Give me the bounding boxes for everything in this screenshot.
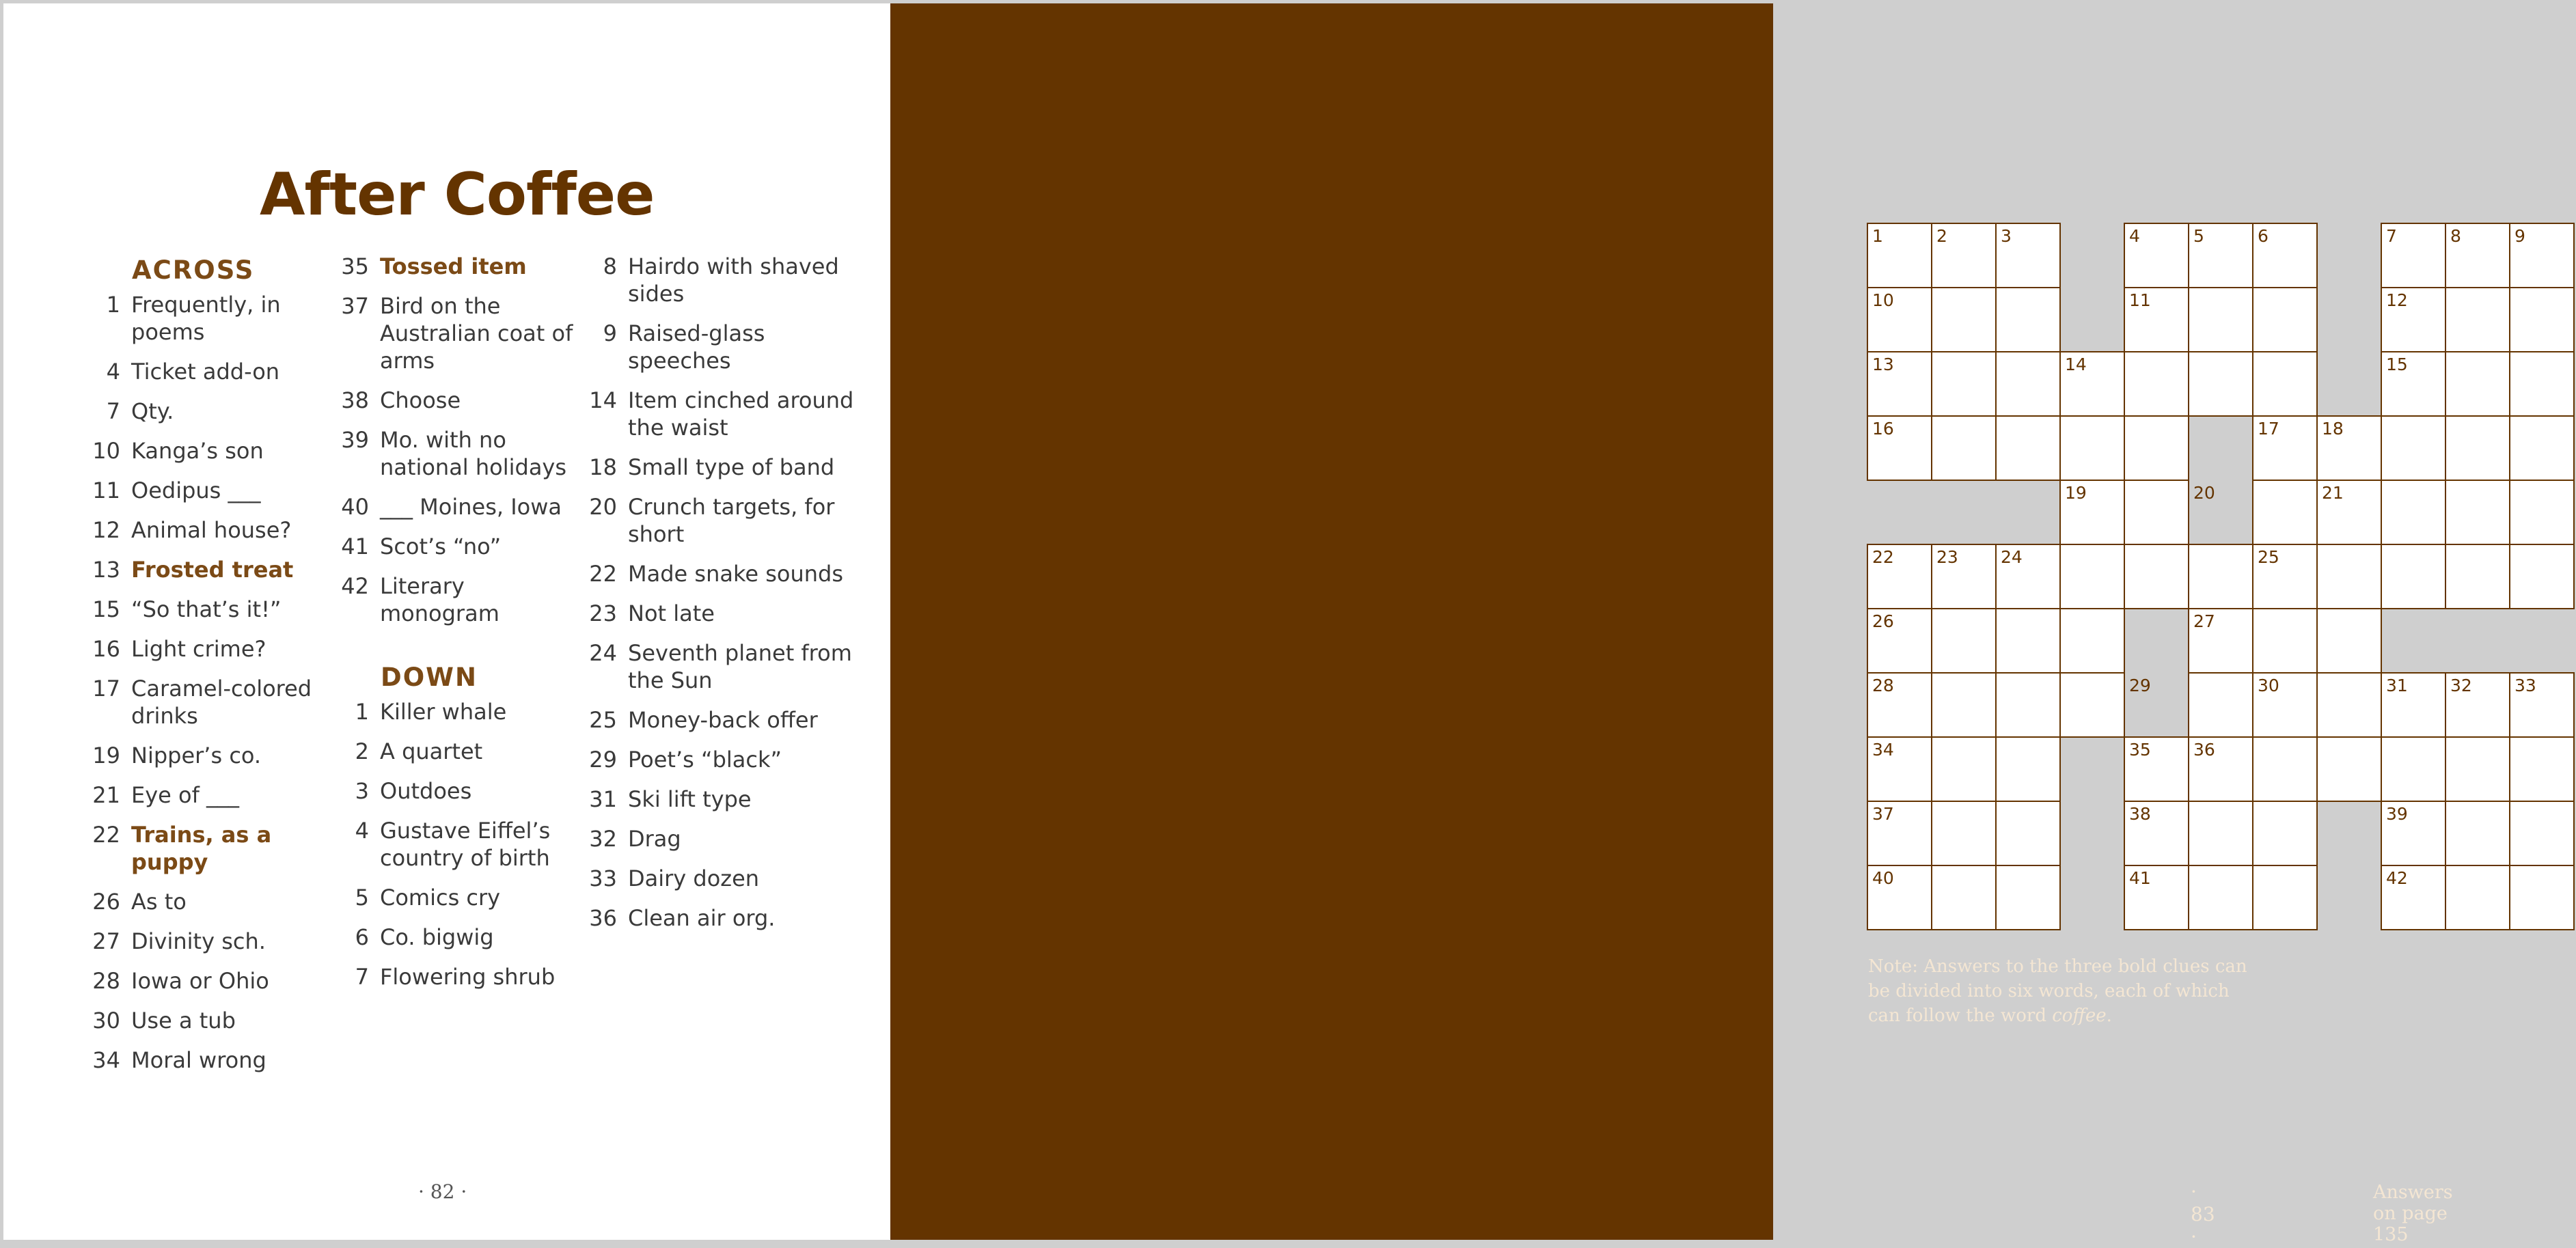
grid-cell (1996, 416, 2060, 480)
clue-number: 4 (106, 359, 120, 385)
grid-cell (1932, 416, 1996, 480)
clue-text: Use a tub (131, 1008, 236, 1034)
across-heading: ACROSS (132, 255, 255, 285)
cell-number-6: 6 (2258, 226, 2269, 246)
grid-cell (2189, 865, 2253, 930)
across-clue-37 (336, 292, 582, 374)
down-clue-14 (584, 387, 858, 441)
clue-text: Light crime? (131, 636, 266, 662)
clue-number: 28 (92, 968, 120, 994)
down-clues-part-2 (584, 253, 858, 932)
across-clue-42 (336, 572, 582, 627)
down-clue-25 (584, 706, 858, 734)
clue-text: Bird on the Australian coat of arms (380, 293, 573, 374)
cell-number-16: 16 (1872, 419, 1894, 439)
book-spread (3, 3, 2536, 1248)
grid-cell (2510, 416, 2574, 480)
clue-number: 16 (92, 636, 120, 662)
cell-number-24: 24 (2001, 547, 2023, 567)
grid-cell (2445, 480, 2510, 544)
cell-number-5: 5 (2193, 226, 2204, 246)
across-clue-30 (87, 1007, 320, 1034)
grid-cell (2317, 737, 2381, 801)
cell-number-2: 2 (1936, 226, 1947, 246)
cell-number-3: 3 (2001, 226, 2012, 246)
across-clue-19 (87, 742, 320, 769)
across-clue-11 (87, 477, 320, 504)
clue-number: 41 (341, 533, 369, 559)
clue-text: Not late (628, 600, 715, 626)
cell-number-36: 36 (2193, 740, 2215, 760)
clue-column-1 (87, 253, 320, 1086)
note-prefix: Note: Answers to the three bold clues can be divided into six words, each of which can follow the word (1868, 956, 2247, 1026)
grid-cell (1932, 801, 1996, 865)
clue-number: 38 (341, 387, 369, 413)
across-clue-38 (336, 387, 582, 414)
cell-number-8: 8 (2450, 226, 2461, 246)
across-clue-4 (87, 358, 320, 385)
grid-cell (2189, 801, 2253, 865)
clue-text: Divinity sch. (131, 928, 266, 954)
grid-cell (2445, 416, 2510, 480)
cell-number-10: 10 (1872, 290, 1894, 310)
grid-cell (1932, 737, 1996, 801)
down-clue-32 (584, 825, 858, 852)
across-clue-21 (87, 781, 320, 809)
cell-number-26: 26 (1872, 611, 1894, 631)
across-clue-34 (87, 1046, 320, 1074)
grid-cell (2189, 288, 2253, 352)
grid-cell (2060, 416, 2124, 480)
clue-number: 6 (355, 924, 369, 950)
clue-number: 11 (92, 477, 120, 503)
note-suffix: . (2106, 1006, 2112, 1026)
clue-number: 9 (603, 320, 617, 346)
clue-text: Ski lift type (628, 786, 752, 812)
grid-cell (2445, 737, 2510, 801)
grid-cell (2317, 544, 2381, 609)
clue-text: Frequently, in poems (131, 292, 281, 345)
note-emphasis: coffee (2052, 1006, 2107, 1026)
grid-cell (2253, 288, 2317, 352)
clue-text: Scot’s “no” (380, 533, 502, 559)
across-clue-10 (87, 437, 320, 464)
cell-number-25: 25 (2258, 547, 2279, 567)
grid-cell (2060, 544, 2124, 609)
clue-text: A quartet (380, 738, 483, 764)
grid-cell (2510, 801, 2574, 865)
grid-cell (2445, 288, 2510, 352)
grid-cell (2510, 480, 2574, 544)
down-clue-24 (584, 639, 858, 694)
clue-text: Qty. (131, 398, 174, 424)
down-clue-31 (584, 786, 858, 813)
grid-cell (2124, 416, 2189, 480)
clue-text: Seventh planet from the Sun (628, 640, 852, 693)
clue-number: 1 (106, 292, 120, 318)
clue-text: Literary monogram (380, 573, 499, 626)
clue-number: 13 (92, 557, 120, 583)
clue-text: Dairy dozen (628, 865, 760, 891)
grid-cell (1996, 609, 2060, 673)
grid-cell (2253, 609, 2317, 673)
clue-number: 12 (92, 517, 120, 543)
note-text (1868, 954, 2264, 1028)
clue-text: Hairdo with shaved sides (628, 253, 839, 307)
cell-number-4: 4 (2129, 226, 2140, 246)
grid-cell (2445, 865, 2510, 930)
clue-text: As to (131, 889, 187, 915)
clue-number: 30 (92, 1008, 120, 1034)
clue-text: Money-back offer (628, 707, 818, 733)
clue-number: 33 (589, 865, 617, 891)
cell-number-17: 17 (2258, 419, 2279, 439)
clue-text: Tossed item (380, 253, 527, 279)
crossword-grid (1865, 221, 2576, 932)
clue-number: 25 (589, 707, 617, 733)
down-clue-23 (584, 600, 858, 627)
clue-number: 2 (355, 738, 369, 764)
clue-number: 37 (341, 293, 369, 319)
cell-number-23: 23 (1936, 547, 1958, 567)
clue-number: 22 (92, 822, 120, 848)
clue-number: 23 (589, 600, 617, 626)
clue-text: Small type of band (628, 454, 835, 480)
grid-cell (2381, 737, 2445, 801)
page-number-right: · 83 · (2191, 1180, 2215, 1248)
grid-cell (1932, 352, 1996, 416)
clue-number: 32 (589, 826, 617, 852)
clue-text: Iowa or Ohio (131, 968, 269, 994)
grid-cell (1932, 865, 1996, 930)
clue-text: ___ Moines, Iowa (380, 494, 562, 520)
clue-text: Nipper’s co. (131, 743, 262, 768)
clue-text: Moral wrong (131, 1047, 266, 1073)
clue-number: 1 (355, 699, 369, 725)
down-clue-1 (336, 698, 582, 725)
clue-column-2 (336, 253, 582, 1003)
clue-text: Ticket add-on (131, 359, 280, 385)
puzzle-title: After Coffee (260, 161, 655, 229)
across-clue-26 (87, 888, 320, 915)
grid-cell (2317, 609, 2381, 673)
grid-cell (2124, 544, 2189, 609)
clue-number: 8 (603, 253, 617, 279)
clue-text: Outdoes (380, 778, 472, 804)
clue-number: 15 (92, 596, 120, 622)
cell-number-33: 33 (2515, 676, 2536, 695)
clue-text: Trains, as a puppy (131, 822, 272, 875)
cell-number-39: 39 (2386, 804, 2408, 824)
grid-cell (1996, 865, 2060, 930)
cell-number-42: 42 (2386, 868, 2408, 888)
cell-number-28: 28 (1872, 676, 1894, 695)
grid-cell (1996, 352, 2060, 416)
across-clue-12 (87, 516, 320, 544)
clue-number: 29 (589, 747, 617, 773)
across-clue-41 (336, 533, 582, 560)
clue-number: 21 (92, 782, 120, 808)
clue-text: Comics cry (380, 885, 501, 911)
grid-cell (2189, 673, 2253, 737)
clue-text: Made snake sounds (628, 561, 843, 587)
clue-number: 22 (589, 561, 617, 587)
across-clue-22 (87, 821, 320, 876)
cell-number-14: 14 (2065, 355, 2087, 374)
grid-cell (2253, 801, 2317, 865)
clue-number: 3 (355, 778, 369, 804)
down-clue-18 (584, 454, 858, 481)
clue-text: Frosted treat (131, 557, 294, 583)
clue-number: 4 (355, 818, 369, 844)
cell-number-21: 21 (2322, 483, 2344, 503)
grid-cell (2189, 352, 2253, 416)
across-clue-39 (336, 426, 582, 481)
clue-text: Killer whale (380, 699, 507, 725)
grid-cell (2253, 480, 2317, 544)
cell-number-41: 41 (2129, 868, 2151, 888)
across-clue-7 (87, 398, 320, 425)
down-clue-29 (584, 746, 858, 773)
clue-text: Item cinched around the waist (628, 387, 854, 441)
clue-number: 19 (92, 743, 120, 768)
cell-number-35: 35 (2129, 740, 2151, 760)
clue-number: 20 (589, 494, 617, 520)
cell-number-19: 19 (2065, 483, 2087, 503)
cell-number-29: 29 (2129, 676, 2151, 695)
grid-cell (2317, 673, 2381, 737)
down-clue-6 (336, 924, 582, 951)
cell-number-7: 7 (2386, 226, 2397, 246)
cell-number-9: 9 (2515, 226, 2525, 246)
clue-number: 17 (92, 676, 120, 702)
grid-cell (2445, 801, 2510, 865)
clue-number: 18 (589, 454, 617, 480)
cell-number-34: 34 (1872, 740, 1894, 760)
grid-cell (1996, 737, 2060, 801)
clue-number: 5 (355, 885, 369, 911)
cell-number-32: 32 (2450, 676, 2472, 695)
down-heading: DOWN (381, 663, 478, 692)
grid-cell (2253, 865, 2317, 930)
across-clues-part-1 (87, 291, 320, 1074)
grid-cell (2253, 737, 2317, 801)
clue-number: 24 (589, 640, 617, 666)
down-clue-36 (584, 904, 858, 932)
across-clue-15 (87, 596, 320, 623)
clue-number: 14 (589, 387, 617, 413)
clue-number: 7 (106, 398, 120, 424)
grid-cell (2124, 352, 2189, 416)
left-page (3, 3, 890, 1240)
grid-cell (2253, 352, 2317, 416)
clue-text: Flowering shrub (380, 964, 556, 990)
grid-cell (1932, 288, 1996, 352)
clue-number: 40 (341, 494, 369, 520)
grid-cell (2381, 480, 2445, 544)
cell-number-12: 12 (2386, 290, 2408, 310)
clue-number: 27 (92, 928, 120, 954)
clue-column-3 (584, 253, 858, 944)
across-clue-16 (87, 635, 320, 663)
cell-number-20: 20 (2193, 483, 2215, 503)
grid-cell (2510, 352, 2574, 416)
cell-number-30: 30 (2258, 676, 2279, 695)
grid-cell (2510, 737, 2574, 801)
clue-text: “So that’s it!” (131, 596, 282, 622)
cell-number-1: 1 (1872, 226, 1883, 246)
clue-text: Crunch targets, for short (628, 494, 835, 547)
grid-cell (2381, 416, 2445, 480)
clue-text: Eye of ___ (131, 782, 240, 808)
down-clue-3 (336, 777, 582, 805)
grid-cell (2510, 544, 2574, 609)
down-clue-4 (336, 817, 582, 872)
clue-number: 7 (355, 964, 369, 990)
clue-text: Gustave Eiffel’s country of birth (380, 818, 551, 871)
grid-cell (2510, 288, 2574, 352)
down-clue-33 (584, 865, 858, 892)
clue-number: 42 (341, 573, 369, 599)
across-clue-1 (87, 291, 320, 346)
clue-text: Oedipus ___ (131, 477, 261, 503)
grid-cell (2124, 480, 2189, 544)
cell-number-37: 37 (1872, 804, 1894, 824)
clue-text: Raised-glass speeches (628, 320, 765, 374)
cell-number-11: 11 (2129, 290, 2151, 310)
across-clue-17 (87, 675, 320, 730)
clue-number: 36 (589, 905, 617, 931)
cell-number-40: 40 (1872, 868, 1894, 888)
cell-number-31: 31 (2386, 676, 2408, 695)
clue-text: Animal house? (131, 517, 292, 543)
right-page (890, 3, 2536, 1248)
cell-number-38: 38 (2129, 804, 2151, 824)
clue-text: Poet’s “black” (628, 747, 782, 773)
down-clue-7 (336, 963, 582, 990)
clue-number: 34 (92, 1047, 120, 1073)
grid-cell (2060, 609, 2124, 673)
down-clue-22 (584, 560, 858, 587)
down-clue-20 (584, 493, 858, 548)
grid-cell (2510, 865, 2574, 930)
grid-cell (1996, 288, 2060, 352)
across-clues-part-2 (336, 253, 582, 627)
cell-number-15: 15 (2386, 355, 2408, 374)
clue-text: Co. bigwig (380, 924, 494, 950)
across-clue-35 (336, 253, 582, 280)
clue-text: Kanga’s son (131, 438, 264, 464)
clue-number: 35 (341, 253, 369, 279)
clue-text: Caramel-colored drinks (131, 676, 312, 729)
clue-text: Choose (380, 387, 461, 413)
clue-text: Clean air org. (628, 905, 776, 931)
grid-cell (2445, 544, 2510, 609)
down-clue-9 (584, 320, 858, 374)
down-clues-part-1 (336, 698, 582, 990)
across-clue-27 (87, 928, 320, 955)
clue-number: 39 (341, 427, 369, 453)
across-clue-40 (336, 493, 582, 521)
grid-cell (1996, 673, 2060, 737)
grid-cell (1932, 673, 1996, 737)
clue-text: Mo. with no national holidays (380, 427, 567, 480)
grid-cell (2060, 673, 2124, 737)
cell-number-27: 27 (2193, 611, 2215, 631)
page-number-left: · 82 · (418, 1180, 467, 1203)
cell-number-22: 22 (1872, 547, 1894, 567)
grid-cell (2381, 544, 2445, 609)
grid-cell (1932, 609, 1996, 673)
across-clue-28 (87, 967, 320, 995)
cell-number-13: 13 (1872, 355, 1894, 374)
down-clue-5 (336, 884, 582, 911)
grid-cell (2189, 544, 2253, 609)
down-clue-2 (336, 738, 582, 765)
down-clue-8 (584, 253, 858, 307)
clue-number: 26 (92, 889, 120, 915)
clue-text: Drag (628, 826, 681, 852)
clue-number: 10 (92, 438, 120, 464)
grid-cell (1996, 801, 2060, 865)
cell-number-18: 18 (2322, 419, 2344, 439)
across-clue-13 (87, 556, 320, 583)
grid-cell (2445, 352, 2510, 416)
clue-number: 31 (589, 786, 617, 812)
answers-reference: Answers on page 135 (2373, 1182, 2453, 1245)
